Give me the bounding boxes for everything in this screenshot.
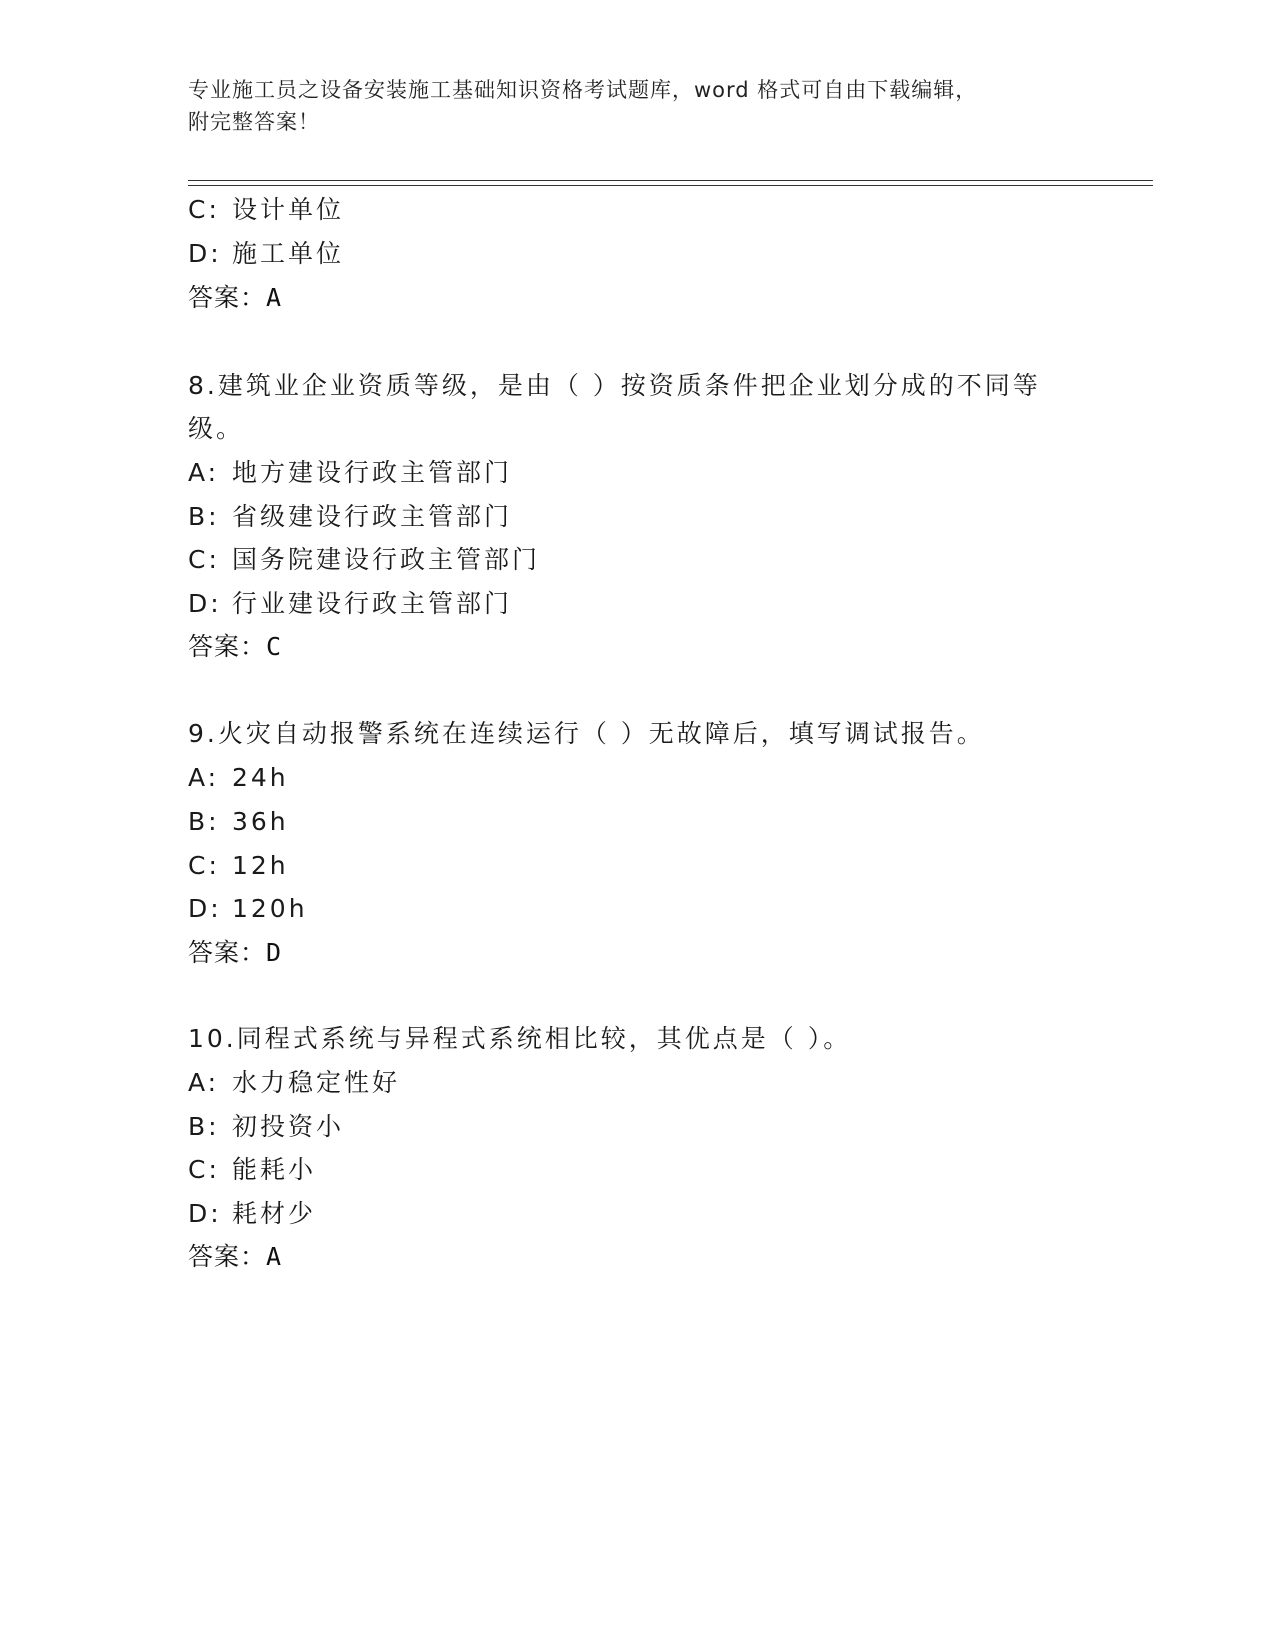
option-label: A: xyxy=(188,458,220,487)
option-label: D: xyxy=(188,894,222,923)
option-text: 施工单位 xyxy=(232,239,345,268)
header-line-1: 专业施工员之设备安装施工基础知识资格考试题库，word 格式可自由下载编辑， xyxy=(188,78,978,102)
answer-value: D xyxy=(266,938,283,967)
option-text: 36h xyxy=(232,807,289,836)
answer-label: 答案： xyxy=(188,283,267,312)
header-line-2: 附完整答案！ xyxy=(188,110,320,134)
option-text: 初投资小 xyxy=(232,1112,345,1141)
option-label: A: xyxy=(188,1068,220,1097)
q8-answer xyxy=(188,630,282,664)
q9-stem-line-1: 9.火灾自动报警系统在连续运行（ ）无故障后，填写调试报告。 xyxy=(188,719,985,748)
option-label: D: xyxy=(188,239,222,268)
q9-option-b xyxy=(188,805,289,839)
q8-option-a xyxy=(188,456,512,490)
option-label: D: xyxy=(188,1199,222,1228)
header-divider-bottom xyxy=(188,185,1153,186)
q7-option-d xyxy=(188,237,344,271)
option-label: B: xyxy=(188,807,220,836)
option-text: 国务院建设行政主管部门 xyxy=(232,545,541,574)
q9-option-d xyxy=(188,892,308,926)
option-text: 省级建设行政主管部门 xyxy=(232,502,513,531)
q8-option-d xyxy=(188,587,512,621)
option-text: 24h xyxy=(232,763,289,792)
q9-answer xyxy=(188,936,282,970)
q10-answer xyxy=(188,1240,282,1274)
option-label: A: xyxy=(188,763,220,792)
answer-value: A xyxy=(266,1242,283,1271)
header-divider-top xyxy=(188,180,1153,181)
option-label: C: xyxy=(188,545,220,574)
option-label: C: xyxy=(188,851,220,880)
q7-option-c xyxy=(188,193,344,227)
option-label: B: xyxy=(188,1112,220,1141)
q10-option-c xyxy=(188,1153,316,1187)
q10-option-a xyxy=(188,1066,400,1100)
q8-option-b xyxy=(188,500,512,534)
document-header xyxy=(188,74,1088,138)
option-text: 行业建设行政主管部门 xyxy=(232,589,513,618)
option-text: 120h xyxy=(232,894,308,923)
answer-label: 答案： xyxy=(188,1242,267,1271)
q10-option-b xyxy=(188,1110,344,1144)
answer-label: 答案： xyxy=(188,938,267,967)
answer-value: A xyxy=(266,283,283,312)
option-text: 能耗小 xyxy=(232,1155,317,1184)
q8-stem-line-1: 8.建筑业企业资质等级，是由（ ）按资质条件把企业划分成的不同等 xyxy=(188,371,1041,400)
option-label: C: xyxy=(188,1155,220,1184)
q8-stem-line-2: 级。 xyxy=(188,414,245,443)
option-label: B: xyxy=(188,502,220,531)
option-label: C: xyxy=(188,195,220,224)
q9-option-c xyxy=(188,849,289,883)
option-text: 水力稳定性好 xyxy=(232,1068,401,1097)
q10-stem-line-1: 10.同程式系统与异程式系统相比较，其优点是（ ）。 xyxy=(188,1024,852,1053)
q7-answer xyxy=(188,281,282,315)
q10-option-d xyxy=(188,1197,316,1231)
answer-label: 答案： xyxy=(188,632,267,661)
option-text: 设计单位 xyxy=(232,195,345,224)
option-label: D: xyxy=(188,589,222,618)
q8-option-c xyxy=(188,543,540,577)
option-text: 耗材少 xyxy=(232,1199,317,1228)
q9-option-a xyxy=(188,761,289,795)
option-text: 地方建设行政主管部门 xyxy=(232,458,513,487)
answer-value: C xyxy=(266,632,283,661)
option-text: 12h xyxy=(232,851,289,880)
